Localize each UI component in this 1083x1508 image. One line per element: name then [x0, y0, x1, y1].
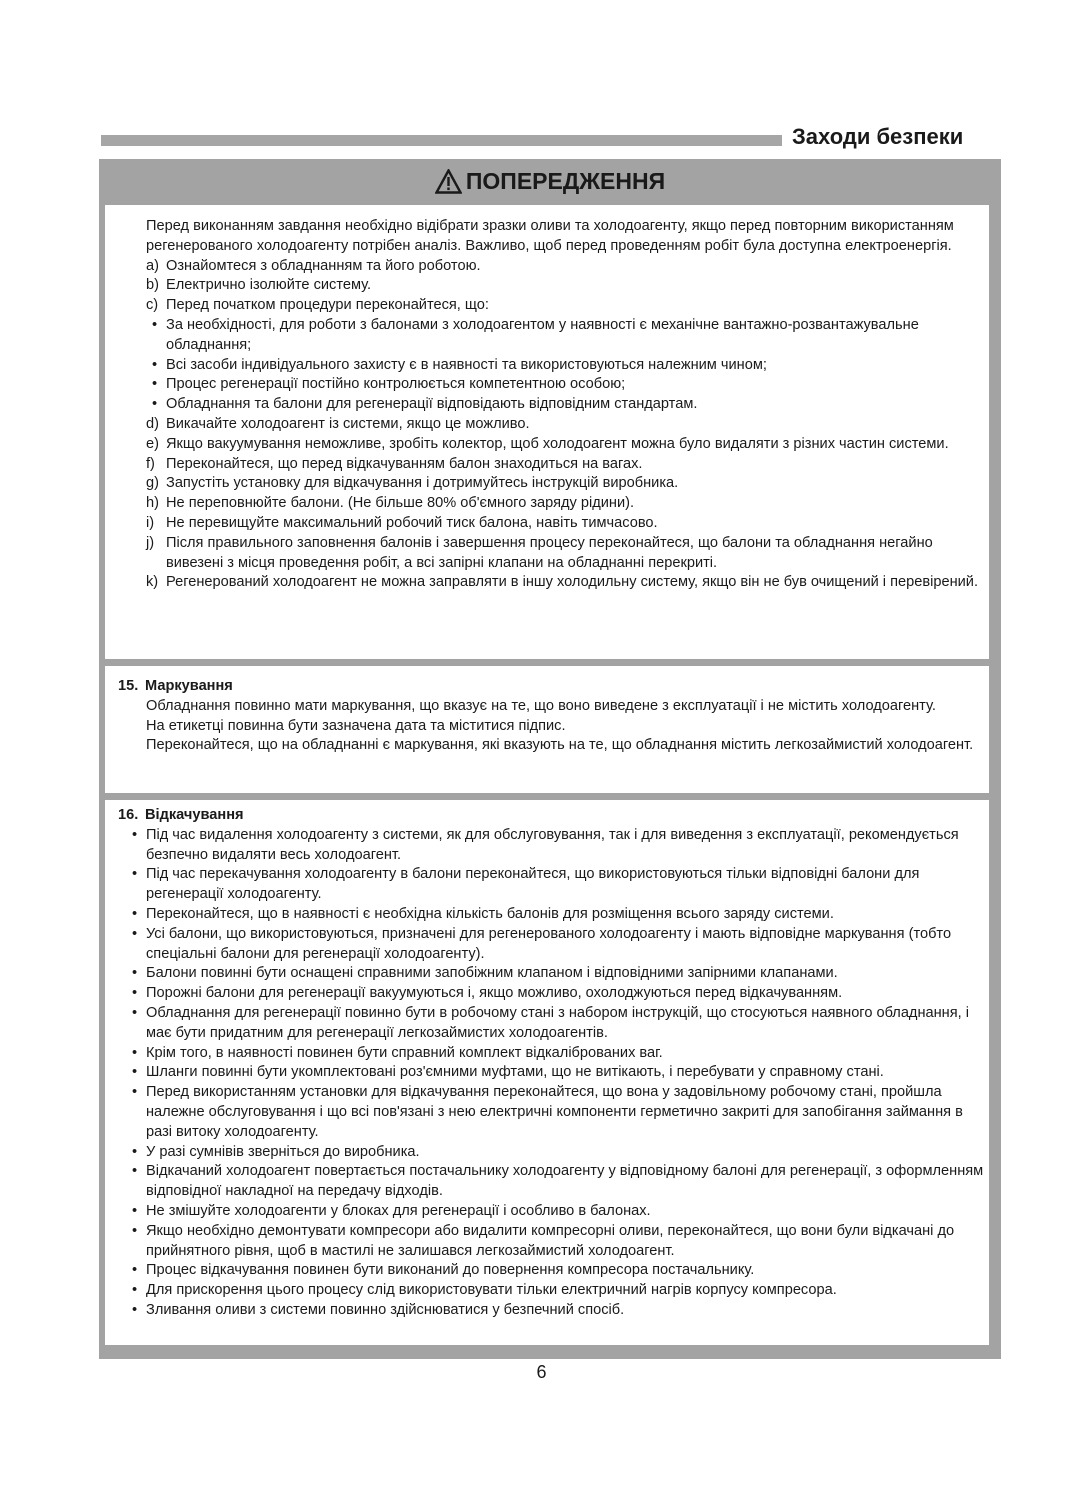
step-label: g) [146, 475, 159, 492]
step-label: b) [146, 277, 159, 294]
step-item [146, 296, 986, 316]
step-text: Не переповнюйте балони. (Не більше 80% об'ємного заряду рідини). [166, 495, 635, 512]
section-15-heading [118, 677, 986, 697]
step-item [146, 455, 986, 475]
section-16-bullet: • Переконайтеся, що в наявності є необхідна кількість балонів для розміщення всього заряду системи. [126, 905, 986, 925]
section-15-title: Маркування [145, 678, 233, 694]
step-text: Після правильного заповнення балонів і завершення процесу переконайтеся, що балони та обладнання негайно вивезені з місця проведення робіт, а всі запірні клапани на обладнанні перекриті. [166, 534, 933, 571]
section-16-bullet: • Якщо необхідно демонтувати компресори або видалити компресорні оливи, переконайтеся, що вони були відкачані до прийнятного рівня, щоб в мастилі не залишався легкозаймистий холодоагент. [126, 1222, 986, 1262]
section-16-bullet: • Під час перекачування холодоагенту в балони переконайтеся, що використовуються тільки відповідні балони для регенерації холодоагенту. [126, 865, 986, 905]
section-16-text [118, 806, 986, 1321]
step-item [146, 573, 986, 593]
step-text: Якщо вакуумування неможливе, зробіть колектор, щоб холодоагент можна було видаляти з різних частин системи. [166, 435, 949, 452]
section-16-bullet: • Зливання оливи з системи повинно здійснюватися у безпечний спосіб. [126, 1301, 986, 1321]
step-text: Перед початком процедури переконайтеся, що: [166, 297, 489, 314]
section-16-bullet: • Під час видалення холодоагенту з системи, як для обслуговування, так і для виведення з експлуатації, рекомендується безпечно видаляти весь холодоагент. [126, 826, 986, 866]
step-item [146, 415, 986, 435]
page-number: 6 [536, 1362, 547, 1382]
section-16-panel [105, 800, 989, 1345]
step-item [146, 534, 986, 574]
step-text: Запустіть установку для відкачування і дотримуйтесь інструкцій виробника. [166, 475, 679, 492]
step-item [146, 514, 986, 534]
section-15-text [118, 677, 986, 756]
section-15-body [118, 697, 986, 756]
step-label: c) [146, 297, 159, 314]
step-label: d) [146, 415, 159, 432]
section-15-paragraph: На етикетці повинна бути зазначена дата та міститися підпис. [146, 717, 566, 734]
section-16-bullet: • Відкачаний холодоагент повертається постачальнику холодоагенту у відповідному балоні для регенерації, з оформленням відповідної накладної на передачу відходів. [126, 1162, 986, 1202]
step-label: h) [146, 495, 159, 512]
step-text: Переконайтеся, що перед відкачуванням балон знаходиться на вагах. [166, 455, 643, 472]
check-item: • Обладнання та балони для регенерації відповідають відповідним стандартам. [146, 395, 986, 415]
page-header-title: Заходи безпеки [792, 124, 964, 149]
recovery-procedure-panel [105, 205, 989, 659]
step-label: a) [146, 257, 159, 274]
section-16-bullet: • Обладнання для регенерації повинно бути в робочому стані з набором інструкцій, що стосуються наявного обладнання, і має бути придатним для регенерації легкозаймистих холодоагентів. [126, 1004, 986, 1044]
step-label: f) [146, 455, 155, 472]
section-16-bullets [118, 826, 986, 1321]
step-text: Електрично ізолюйте систему. [166, 277, 372, 294]
section-16-number: 16. [118, 807, 139, 823]
step-item [146, 474, 986, 494]
header-rule [101, 135, 782, 146]
check-item: • Всі засоби індивідуального захисту є в наявності та використовуються належним чином; [146, 356, 986, 376]
section-15-panel [105, 666, 989, 793]
section-16-bullet: • Для прискорення цього процесу слід використовувати тільки електричний нагрів корпусу компресора. [126, 1281, 986, 1301]
section-16-bullet: • Перед використанням установки для відкачування переконайтеся, що вона у задовільному робочому стані, пройшла належне обслуговування і що всі пов'язані з нею електричні компоненти герметично закриті для запобігання займання в разі витоку холодоагенту. [126, 1083, 986, 1142]
section-16-bullet: • Порожні балони для регенерації вакуумуються і, якщо можливо, охолоджуються перед відкачуванням. [126, 984, 986, 1004]
step-label: j) [146, 534, 155, 551]
section-16-bullet: • Шланги повинні бути укомплектовані роз'ємними муфтами, що не витікають, і перебувати у справному стані. [126, 1063, 986, 1083]
step-item [146, 257, 986, 277]
step-label: k) [146, 574, 159, 591]
section-16-bullet: • Не змішуйте холодоагенти у блоках для регенерації і особливо в балонах. [126, 1202, 986, 1222]
section-16-heading [118, 806, 986, 826]
step-item [146, 276, 986, 296]
step-item [146, 435, 986, 455]
step-label: i) [146, 514, 155, 531]
section-16-bullet: • Процес відкачування повинен бути виконаний до повернення компресора постачальнику. [126, 1261, 986, 1281]
step-text: Викачайте холодоагент із системи, якщо це можливо. [166, 415, 530, 432]
step-text: Ознайомтеся з обладнанням та його роботою. [166, 257, 481, 274]
checks-list [146, 316, 986, 415]
section-16-bullet: • Балони повинні бути оснащені справними запобіжним клапаном і відповідними запірними клапанами. [126, 964, 986, 984]
section-15-paragraph: Обладнання повинно мати маркування, що вказує на те, що воно виведене з експлуатації і не містить холодоагенту. [146, 697, 936, 714]
section-15-number: 15. [118, 678, 139, 694]
check-item: • За необхідності, для роботи з балонами з холодоагентом у наявності є механічне вантажно-розвантажувальне обладнання; [146, 316, 986, 356]
step-label: e) [146, 435, 159, 452]
section-16-bullet: • У разі сумнівів зверніться до виробника. [126, 1143, 986, 1163]
step-text: Не перевищуйте максимальний робочий тиск балона, навіть тимчасово. [166, 514, 658, 531]
warning-banner [99, 159, 1001, 205]
warning-title-text: ПОПЕРЕДЖЕННЯ [465, 168, 666, 194]
section-16-bullet: • Крім того, в наявності повинен бути справний комплект відкаліброваних ваг. [126, 1044, 986, 1064]
warning-triangle-icon [435, 169, 462, 194]
section-16-title: Відкачування [145, 807, 244, 823]
step-item [146, 494, 986, 514]
intro-paragraph: Перед виконанням завдання необхідно відібрати зразки оливи та холодоагенту, якщо перед повторним використанням регенерованого холодоагенту потрібен аналіз. Важливо, щоб перед проведенням робіт була доступна електроенергія. [146, 218, 954, 254]
section-16-bullet: • Усі балони, що використовуються, призначені для регенерованого холодоагенту і мають відповідне маркування (тобто спеціальні балони для регенерації холодоагенту). [126, 925, 986, 965]
warning-frame [99, 159, 1001, 1359]
warning-heading [99, 168, 1001, 195]
steps-list [146, 257, 986, 316]
section-15-paragraph: Переконайтеся, що на обладнанні є маркування, які вказують на те, що обладнання містить легкозаймистий холодоагент. [146, 737, 974, 754]
procedure-text [146, 217, 986, 593]
steps-list-continued [146, 415, 986, 593]
step-text: Регенерований холодоагент не можна заправляти в іншу холодильну систему, якщо він не був очищений і перевірений. [166, 574, 979, 591]
check-item: • Процес регенерації постійно контролюється компетентною особою; [146, 375, 986, 395]
